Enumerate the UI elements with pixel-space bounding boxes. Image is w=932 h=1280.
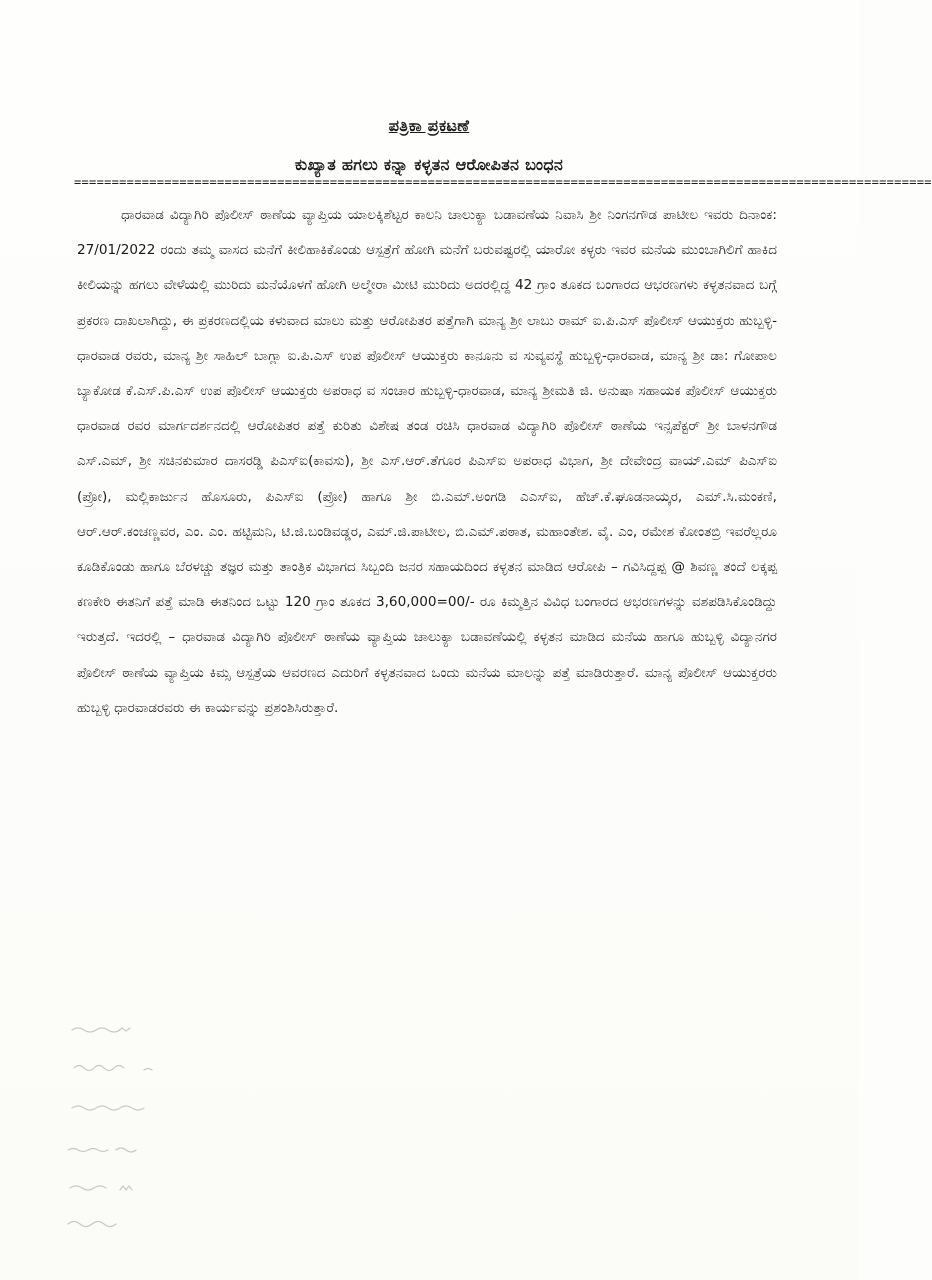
press-release-subtitle: ಕುಖ್ಯಾತ ಹಗಲು ಕನ್ನಾ ಕಳ್ಳತನ ಆರೋಪಿತನ ಬಂಧನ bbox=[294, 155, 564, 174]
press-release-body: ಧಾರವಾಡ ವಿದ್ಯಾಗಿರಿ ಪೊಲೀಸ್ ಠಾಣೆಯ ವ್ಯಾಪ್ತಿಯ ಯಾಲಕ್ಕಿಶೆಟ್ಟರ ಕಾಲನಿ ಚಾಲುಕ್ಯಾ ಬಡಾವಣೆಯ ನಿವಾಸಿ ಶ್ರೀ ನಿಂಗನಗೌಡ ಪಾಟೀಲ ಇವರು ದಿನಾಂಕ: 27/01/2022 ರಂದು ತಮ್ಮ ವಾಸದ ಮನೆಗೆ ಕೀಲಿಹಾಕಿಕೊಂಡು ಆಸ್ಪತ್ರೆಗೆ ಹೋಗಿ ಮನೆಗೆ ಬರುವಷ್ಟರಲ್ಲಿ ಯಾರೋ ಕಳ್ಳರು ಇವರ ಮನೆಯ ಮುಂಬಾಗಿಲಿಗೆ ಹಾಕಿದ ಕೀಲಿಯನ್ನು ಹಗಲು ವೇಳೆಯಲ್ಲಿ ಮುರಿದು ಮನೆಯೊಳಗೆ ಹೋಗಿ ಅಲ್ಮೇರಾ ಮೀಟಿ ಮುರಿದು ಅದರಲ್ಲಿದ್ದ 42 ಗ್ರಾಂ ತೂಕದ ಬಂಗಾರದ ಆಭರಣಗಳು ಕಳ್ಳತನವಾದ ಬಗ್ಗೆ ಪ್ರಕರಣ ದಾಖಲಾಗಿದ್ದು, ಈ ಪ್ರಕರಣದಲ್ಲಿಯ ಕಳುವಾದ ಮಾಲು ಮತ್ತು ಆರೋಪಿತರ ಪತ್ತೆಗಾಗಿ ಮಾನ್ಯ ಶ್ರೀ ಲಾಬು ರಾಮ್ ಐ.ಪಿ.ಎಸ್ ಪೊಲೀಸ್ ಆಯುಕ್ತರು ಹುಬ್ಬಳ್ಳಿ-ಧಾರವಾಡ ರವರು, ಮಾನ್ಯ ಶ್ರೀ ಸಾಹಿಲ್ ಬಾಗ್ಲಾ ಐ.ಪಿ.ಎಸ್ ಉಪ ಪೊಲೀಸ್ ಆಯುಕ್ತರು ಕಾನೂನು ವ ಸುವ್ಯವಸ್ಥೆ ಹುಬ್ಬಳ್ಳಿ-ಧಾರವಾಡ, ಮಾನ್ಯ ಶ್ರೀ ಡಾ: ಗೋಪಾಲ ಬ್ಯಾಕೋಡ ಕೆ.ಎಸ್.ಪಿ.ಎಸ್ ಉಪ ಪೊಲೀಸ್ ಆಯುಕ್ತರು ಅಪರಾಧ ವ ಸಂಚಾರ ಹುಬ್ಬಳ್ಳಿ-ಧಾರವಾಡ, ಮಾನ್ಯ ಶ್ರೀಮತಿ ಜಿ. ಅನುಷಾ ಸಹಾಯಕ ಪೊಲೀಸ್ ಆಯುಕ್ತರು ಧಾರವಾಡ ರವರ ಮಾರ್ಗದರ್ಶನದಲ್ಲಿ ಆರೋಪಿತರ ಪತ್ತೆ ಕುರಿತು ವಿಶೇಷ ತಂಡ ರಚಿಸಿ ಧಾರವಾಡ ವಿದ್ಯಾಗಿರಿ ಪೊಲೀಸ್ ಠಾಣೆಯ ಇನ್ಸಪೆಕ್ಟರ್ ಶ್ರೀ ಬಾಳನಗೌಡ ಎಸ್.ಎಮ್, ಶ್ರೀ ಸಚಿನಕುಮಾರ ದಾಸರಡ್ಡಿ ಪಿಎಸ್ಐ(ಕಾವಸು), ಶ್ರೀ ಎಸ್.ಆರ್.ತೆಗೂರ ಪಿಎಸ್ಐ ಅಪರಾಧ ವಿಭಾಗ, ಶ್ರೀ ದೇವೇಂದ್ರ ವಾಯ್.ಎಮ್ ಪಿಎಸ್ಐ (ಪ್ರೋ), ಮಲ್ಲಿಕಾರ್ಜುನ ಹೊಸೂರು, ಪಿಎಸ್ಐ (ಪ್ರೋ) ಹಾಗೂ ಶ್ರೀ ಬಿ.ಎಮ್.ಅಂಗಡಿ ಎಎಸ್ಐ, ಹೆಚ್.ಕೆ.ಘೂಡನಾಯ್ಕರ, ಎಮ್.ಸಿ.ಮಂಕಣಿ, ಆರ್.ಆರ್.ಕಂಚಣ್ಣವರ, ಎಂ. ಎಂ. ಹಟ್ಟಿಮನಿ, ಟಿ.ಜಿ.ಬಂಡಿವಡ್ಡರ, ಎಮ್.ಜಿ.ಪಾಟೀಲ, ಬಿ.ಎಮ್.ಪಠಾತ, ಮಹಾಂತೇಶ. ವೈ. ಎಂ, ರಮೇಶ ಕೋಂತಬ್ರಿ ಇವರೆಲ್ಲರೂ ಕೂಡಿಕೊಂಡು ಹಾಗೂ ಬೆರಳಚ್ಚು ತಜ್ಞರ ಮತ್ತು ತಾಂತ್ರಿಕ ವಿಭಾಗದ ಸಿಬ್ಬಂದಿ ಜನರ ಸಹಾಯದಿಂದ ಕಳ್ಳತನ ಮಾಡಿದ ಆರೋಪಿ – ಗವಿಸಿದ್ದಪ್ಪ @ ಶಿವಣ್ಣ ತಂದೆ ಲಕ್ಕಪ್ಪ ಕಣಕೇರಿ ಈತನಿಗೆ ಪತ್ತೆ ಮಾಡಿ ಈತನಿಂದ ಒಟ್ಟು 120 ಗ್ರಾಂ ತೂಕದ 3,60,000=00/- ರೂ ಕಿಮ್ಮತ್ತಿನ ವಿವಿಧ ಬಂಗಾರದ ಆಭರಣಗಳನ್ನು ವಶಪಡಿಸಿಕೊಂಡಿದ್ದು ಇರುತ್ತದೆ. ಇದರಲ್ಲಿ – ಧಾರವಾಡ ವಿದ್ಯಾಗಿರಿ ಪೊಲೀಸ್ ಠಾಣೆಯ ವ್ಯಾಪ್ತಿಯ ಚಾಲುಕ್ಯಾ ಬಡಾವಣೆಯಲ್ಲಿ ಕಳ್ಳತನ ಮಾಡಿದ ಮನೆಯ ಹಾಗೂ ಹುಬ್ಬಳ್ಳಿ ವಿದ್ಯಾನಗರ ಪೊಲೀಸ್ ಠಾಣೆಯ ವ್ಯಾಪ್ತಿಯ ಕಿಮ್ಸ ಆಸ್ಪತ್ರೆಯ ಆವರಣದ ಎದುರಿಗೆ ಕಳ್ಳತನವಾದ ಒಂದು ಮನೆಯ ಮಾಲನ್ನು ಪತ್ತೆ ಮಾಡಿರುತ್ತಾರೆ. ಮಾನ್ಯ ಪೊಲೀಸ್ ಆಯುಕ್ತರರು ಹುಬ್ಬಳ್ಳಿ ಧಾರವಾಡರವರು ಈ ಕಾರ್ಯವನ್ನು ಪ್ರಶಂಶಿಸಿರುತ್ತಾರೆ. bbox=[77, 207, 777, 716]
press-release-title: ಪತ್ರಿಕಾ ಪ್ರಕಟಣೆ bbox=[388, 116, 470, 135]
faint-handwriting-marks bbox=[58, 1010, 258, 1250]
separator-line: ================================================================================================================== bbox=[74, 175, 932, 189]
